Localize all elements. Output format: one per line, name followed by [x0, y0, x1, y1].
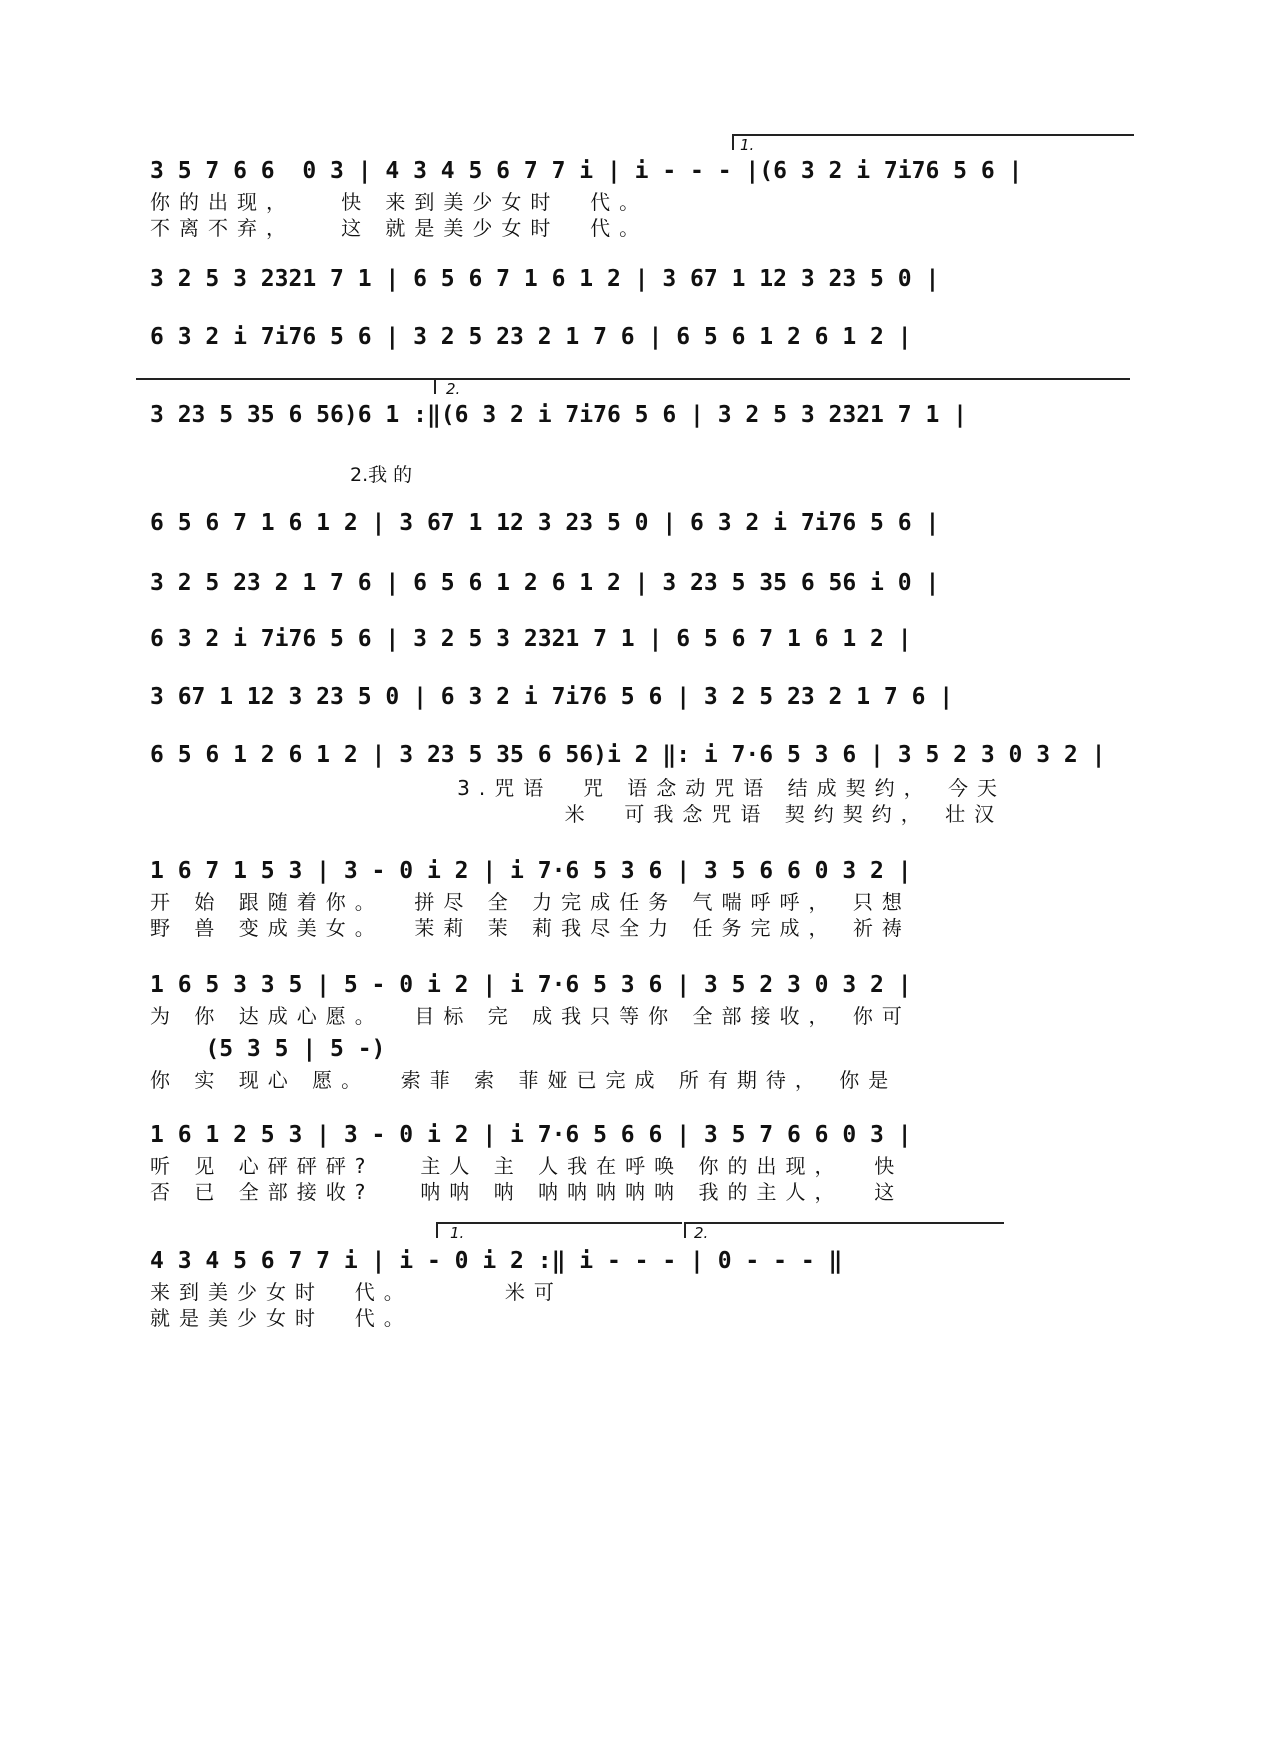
notation-row-13: 1 6 1 2 5 3 | 3 - 0 i 2 | i 7·6 5 6 6 | 3 5 7 6 6 0 3 | — [150, 1122, 912, 1148]
lyric-row-1b: 不离不弃， 这 就是美少女时 代。 — [150, 216, 649, 240]
lyric-row-11a: 为 你 达成心愿。 目标 完 成我只等你 全部接收， 你可 — [150, 1004, 911, 1028]
score-sheet — [150, 0, 1130, 1752]
notation-row-6: 3 2 5 23 2 1 7 6 | 6 5 6 1 2 6 1 2 | 3 23 5 35 6 56 i 0 | — [150, 570, 940, 596]
volta-number-1: 1. — [740, 136, 755, 154]
lyric-row-14a: 来到美少女时 代。 米可 — [150, 1280, 563, 1304]
notation-row-14: 4 3 4 5 6 7 7 i | i - 0 i 2 :‖ i - - - | 0 - - - ‖ — [150, 1248, 843, 1274]
notation-row-12: (5 3 5 | 5 -) — [150, 1036, 386, 1062]
notation-row-4: 3 23 5 35 6 56)6 1 :‖(6 3 2 i 7i76 5 6 | 3 2 5 3 2321 7 1 | — [150, 402, 967, 428]
lyric-row-9b: 米 可我念咒语 契约契约， 壮汉 — [150, 802, 1004, 826]
lyric-row-12a: 你 实 现心 愿。 索菲 索 菲娅已完成 所有期待， 你是 — [150, 1068, 898, 1092]
volta-number-3: 1. — [450, 1224, 465, 1242]
notation-row-8: 3 67 1 12 3 23 5 0 | 6 3 2 i 7i76 5 6 | 3 2 5 23 2 1 7 6 | — [150, 684, 954, 710]
notation-row-1: 3 5 7 6 6 0 3 | 4 3 4 5 6 7 7 i | i - - - |(6 3 2 i 7i76 5 6 | — [150, 158, 1023, 184]
volta-bracket-3 — [436, 1222, 682, 1238]
ending-rule — [136, 378, 1130, 380]
section-label: 2.我 的 — [350, 464, 413, 486]
lyric-row-14b: 就是美少女时 代。 — [150, 1306, 413, 1330]
volta-number-2: 2. — [446, 380, 461, 398]
lyric-row-1a: 你的出现， 快 来到美少女时 代。 — [150, 190, 649, 214]
lyric-row-13b: 否 已 全部接收? 呐呐 呐 呐呐呐呐呐 我的主人， 这 — [150, 1180, 904, 1204]
volta-bracket-4 — [684, 1222, 1004, 1238]
lyric-row-13a: 听 见 心砰砰砰? 主人 主 人我在呼唤 你的出现， 快 — [150, 1154, 904, 1178]
notation-row-5: 6 5 6 7 1 6 1 2 | 3 67 1 12 3 23 5 0 | 6 3 2 i 7i76 5 6 | — [150, 510, 940, 536]
lyric-row-9a: 3.咒语 咒 语念动咒语 结成契约， 今天 — [150, 776, 1007, 800]
notation-row-11: 1 6 5 3 3 5 | 5 - 0 i 2 | i 7·6 5 3 6 | 3 5 2 3 0 3 2 | — [150, 972, 912, 998]
lyric-row-10b: 野 兽 变成美女。 茉莉 茉 莉我尽全力 任务完成， 祈祷 — [150, 916, 911, 940]
volta-bracket-1 — [732, 134, 1134, 150]
notation-row-2: 3 2 5 3 2321 7 1 | 6 5 6 7 1 6 1 2 | 3 67 1 12 3 23 5 0 | — [150, 266, 940, 292]
notation-row-10: 1 6 7 1 5 3 | 3 - 0 i 2 | i 7·6 5 3 6 | 3 5 6 6 0 3 2 | — [150, 858, 912, 884]
notation-row-3: 6 3 2 i 7i76 5 6 | 3 2 5 23 2 1 7 6 | 6 5 6 1 2 6 1 2 | — [150, 324, 912, 350]
volta-number-4: 2. — [694, 1224, 709, 1242]
lyric-row-10a: 开 始 跟随着你。 拼尽 全 力完成任务 气喘呼呼， 只想 — [150, 890, 911, 914]
notation-row-7: 6 3 2 i 7i76 5 6 | 3 2 5 3 2321 7 1 | 6 5 6 7 1 6 1 2 | — [150, 626, 912, 652]
volta-bracket-2 — [434, 378, 436, 394]
notation-row-9: 6 5 6 1 2 6 1 2 | 3 23 5 35 6 56)i 2 ‖: i 7·6 5 3 6 | 3 5 2 3 0 3 2 | — [150, 742, 1106, 768]
